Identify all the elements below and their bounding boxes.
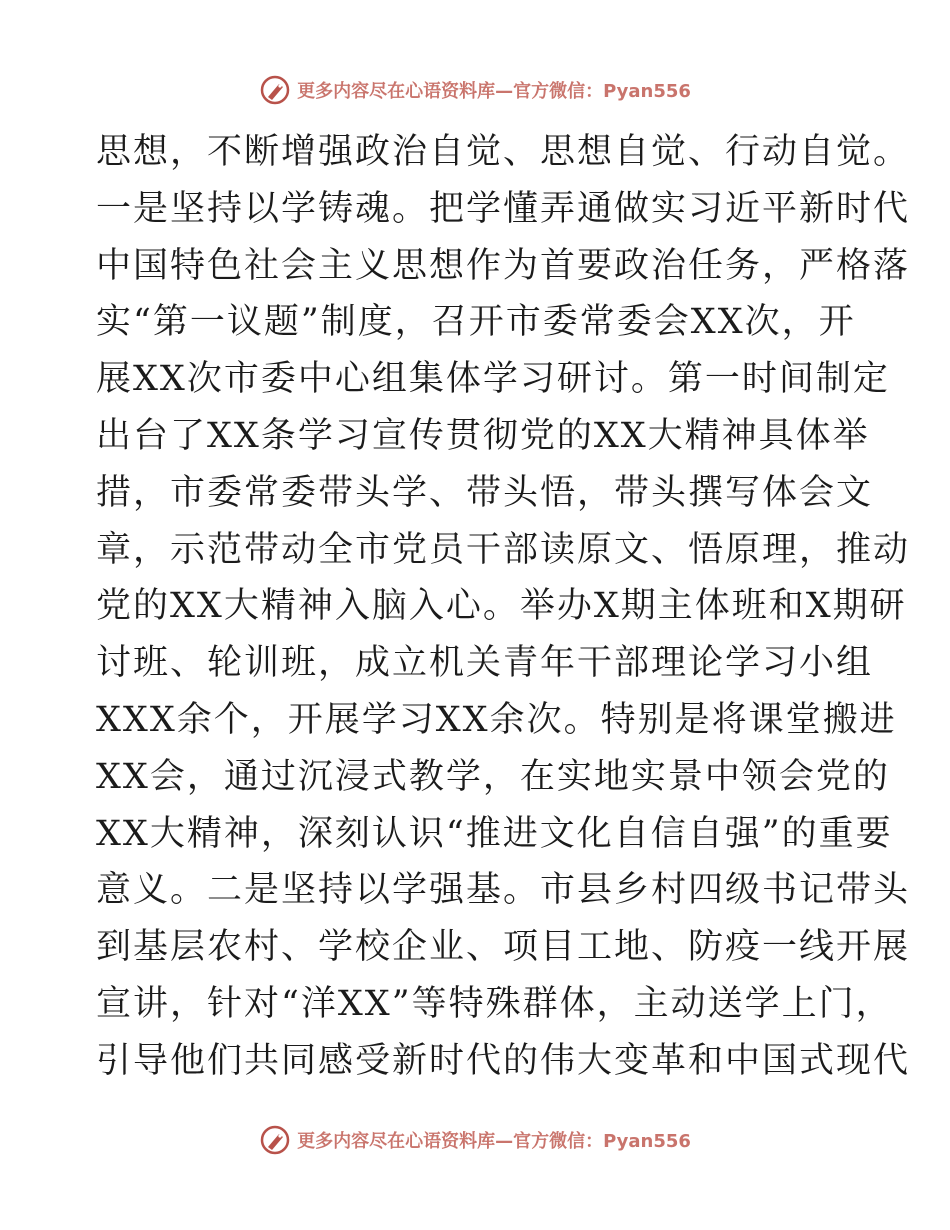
- pen-nib-logo-icon: [259, 1124, 291, 1156]
- text-line: XXX余个，开展学习XX余次。特别是将课堂搬进: [96, 699, 897, 740]
- text-line: 引导他们共同感受新时代的伟大变革和中国式现代: [96, 1040, 911, 1081]
- text-line: 章，示范带动全市党员干部读原文、悟原理，推动: [96, 529, 911, 570]
- text-line: XX大精神，深刻认识“推进文化自信自强”的重要: [96, 813, 893, 854]
- text-line: 一是坚持以学铸魂。把学懂弄通做实习近平新时代: [96, 188, 911, 229]
- text-line: 意义。二是坚持以学强基。市县乡村四级书记带头: [96, 870, 911, 911]
- banner-text: 更多内容尽在心语资料库—官方微信：Pyan556: [297, 1131, 691, 1152]
- text-line: 实“第一议题”制度，召开市委常委会XX次，开: [96, 302, 856, 343]
- text-line: 思想，不断增强政治自觉、思想自觉、行动自觉。: [96, 132, 911, 172]
- text-line: 讨班、轮训班，成立机关青年干部理论学习小组: [96, 643, 874, 684]
- text-line: 宣讲，针对“洋XX”等特殊群体，主动送学上门，: [96, 983, 893, 1024]
- text-line: 出台了XX条学习宣传贯彻党的XX大精神具体举: [96, 415, 870, 456]
- footer-banner: [0, 1120, 950, 1160]
- text-line: 措，市委常委带头学、带头悟，带头撰写体会文: [96, 472, 874, 513]
- text-line: 展XX次市委中心组集体学习研讨。第一时间制定: [96, 359, 890, 400]
- header-banner: [0, 70, 950, 110]
- text-line: XX会，通过沉浸式教学，在实地实景中领会党的: [96, 756, 890, 797]
- text-line: 党的XX大精神入脑入心。举办X期主体班和X期研: [96, 586, 907, 627]
- text-line: 中国特色社会主义思想作为首要政治任务，严格落: [96, 245, 911, 286]
- text-line: 到基层农村、学校企业、项目工地、防疫一线开展: [96, 927, 911, 968]
- document-body: [96, 124, 911, 1090]
- pen-nib-logo-icon: [259, 74, 291, 106]
- banner-text: 更多内容尽在心语资料库—官方微信：Pyan556: [297, 81, 691, 102]
